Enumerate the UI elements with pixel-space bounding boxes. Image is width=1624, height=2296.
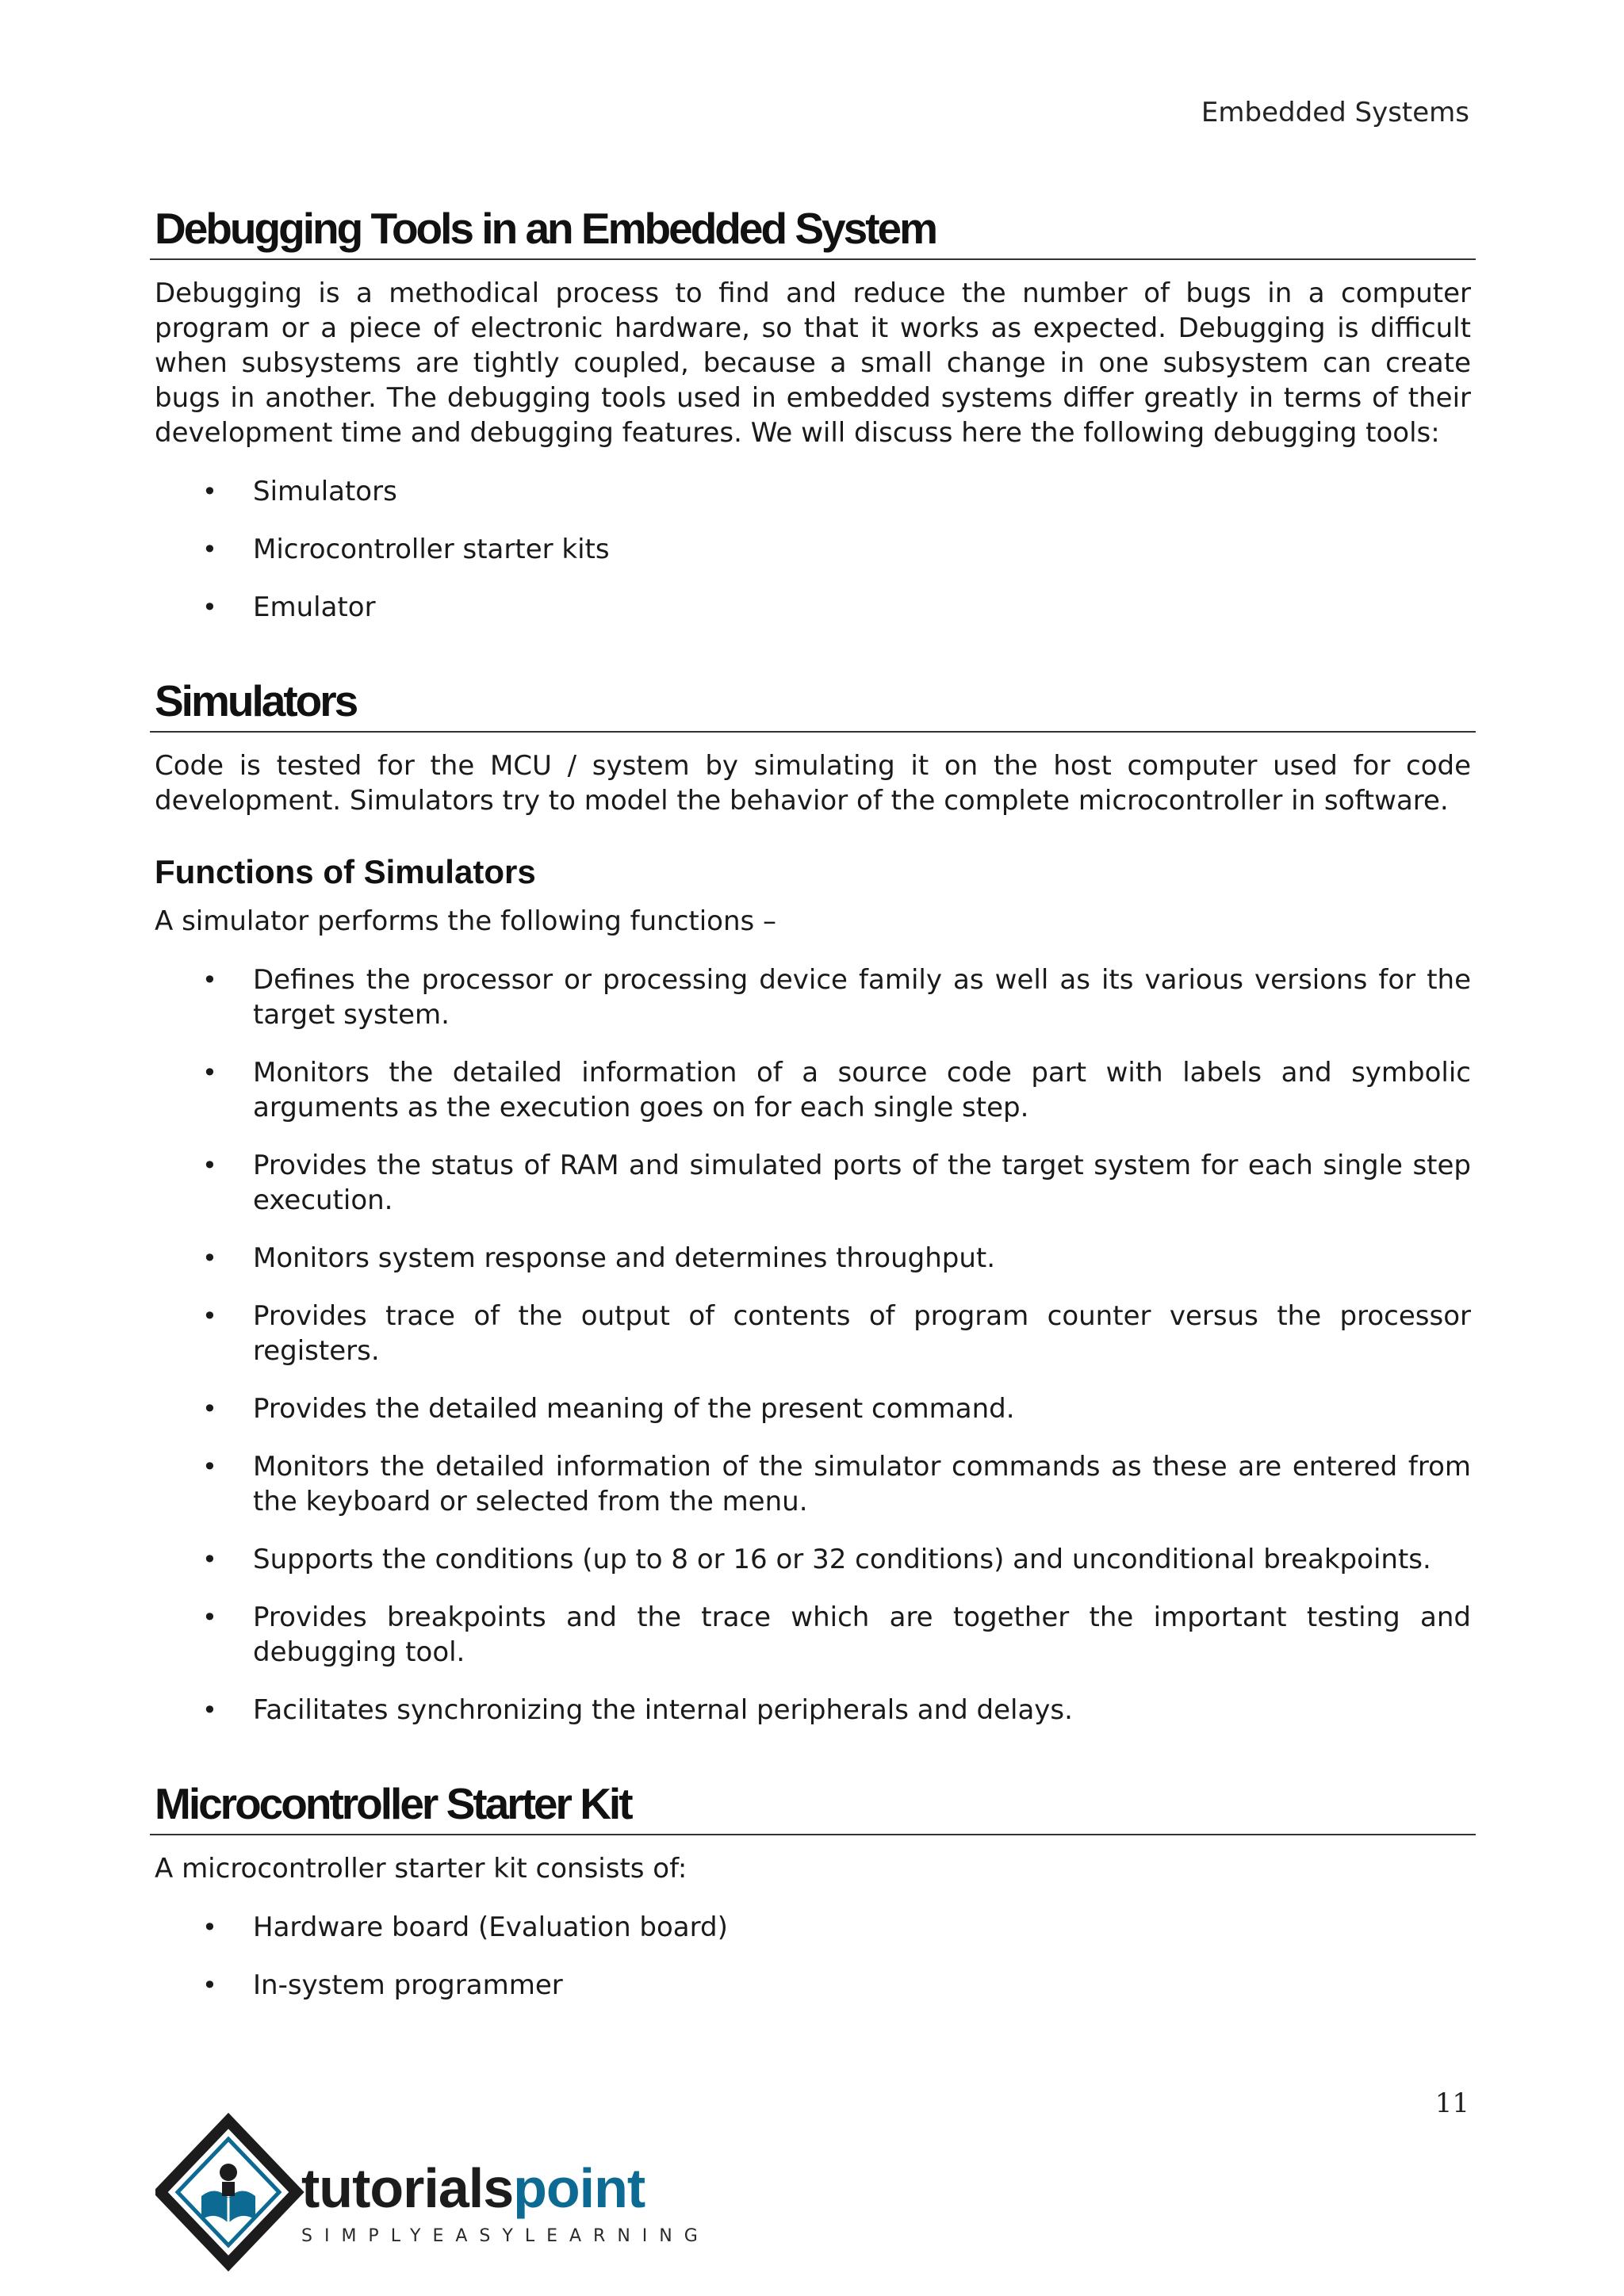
bullet-icon: • (202, 1602, 217, 1632)
list-item (155, 590, 1471, 625)
logo-wordmark (301, 2156, 645, 2220)
list-simulator-functions (155, 962, 1471, 1728)
heading-functions-of-simulators: Functions of Simulators (155, 853, 536, 890)
bullet-icon: • (202, 1452, 217, 1482)
list-item-text: Provides trace of the output of contents of program counter versus the processor registers. (253, 1300, 1471, 1367)
list-item-text: Supports the conditions (up to 8 or 16 or 32 conditions) and unconditional breakpoints. (253, 1544, 1431, 1575)
list-starter-kit (155, 1910, 1471, 2003)
heading-simulators: Simulators (150, 672, 1476, 733)
list-item (155, 1299, 1471, 1368)
list-item-text: Hardware board (Evaluation board) (253, 1911, 728, 1943)
bullet-icon: • (202, 965, 217, 995)
logo-wordmark-part-1: tutorials (301, 2157, 514, 2219)
list-item-text: Microcontroller starter kits (253, 534, 610, 565)
list-item-text: Monitors the detailed information of a source code part with labels and symbolic arguments as the execution goes on for each single step. (253, 1057, 1471, 1123)
page-content (155, 200, 1471, 2026)
list-item (155, 1148, 1471, 1218)
bullet-icon: • (202, 1150, 217, 1181)
list-item (155, 962, 1471, 1032)
list-item-text: Monitors the detailed information of the simulator commands as these are entered from the keyboard or selected from the menu. (253, 1451, 1471, 1517)
bullet-icon: • (202, 1058, 217, 1088)
page-number: 11 (1434, 2087, 1469, 2119)
heading-debugging-tools: Debugging Tools in an Embedded System (150, 200, 1476, 260)
list-item (155, 1241, 1471, 1276)
bullet-icon: • (202, 1544, 217, 1575)
list-item (155, 1910, 1471, 1945)
list-item-text: Defines the processor or processing device family as well as its various versions for the target system. (253, 964, 1471, 1031)
bullet-icon: • (202, 1243, 217, 1273)
running-header: Embedded Systems (1201, 97, 1469, 128)
bullet-icon: • (202, 1394, 217, 1424)
bullet-icon: • (202, 476, 217, 507)
logo-wordmark-part-2: point (513, 2157, 645, 2219)
list-item (155, 1449, 1471, 1519)
bullet-icon: • (202, 1970, 217, 2000)
list-item (155, 532, 1471, 567)
list-item-text: Emulator (253, 591, 376, 623)
heading-microcontroller-starter-kit: Microcontroller Starter Kit (150, 1775, 1476, 1835)
list-item (155, 1693, 1471, 1728)
list-item (155, 474, 1471, 509)
list-item-text: Provides the status of RAM and simulated ports of the target system for each single step execution. (253, 1150, 1471, 1216)
list-item-text: Provides breakpoints and the trace which are together the important testing and debugging tool. (253, 1601, 1471, 1668)
list-item (155, 1055, 1471, 1125)
bullet-icon: • (202, 1301, 217, 1331)
paragraph-simulators: Code is tested for the MCU / system by simulating it on the host computer used for code development. Simulators try to model the behavior of the complete microcontroller in software. (155, 750, 1471, 817)
tutorialspoint-logo (155, 2109, 710, 2283)
logo-emblem-icon (155, 2109, 306, 2283)
list-item-text: Facilitates synchronizing the internal peripherals and delays. (253, 1694, 1073, 1726)
paragraph-starter-kit-intro: A microcontroller starter kit consists of: (155, 1853, 688, 1885)
list-item (155, 1542, 1471, 1577)
bullet-icon: • (202, 1695, 217, 1725)
list-item-text: Provides the detailed meaning of the present command. (253, 1393, 1015, 1425)
bullet-icon: • (202, 592, 217, 622)
list-item-text: Simulators (253, 476, 397, 507)
paragraph-debugging: Debugging is a methodical process to find and reduce the number of bugs in a computer program or a piece of electronic hardware, so that it works as expected. Debugging is difficult when subsystems are tightly coupled, because a small change in one subsystem can create bugs in another. The debugging tools used in embedded systems differ greatly in terms of their development time and debugging features. We will discuss here the following debugging tools: (155, 277, 1471, 449)
list-item (155, 1968, 1471, 2003)
logo-tagline: SIMPLYEASYLEARNING (301, 2226, 710, 2246)
list-item-text: Monitors system response and determines throughput. (253, 1242, 996, 1274)
paragraph-functions-intro: A simulator performs the following functions – (155, 905, 777, 937)
list-item-text: In-system programmer (253, 1969, 563, 2001)
list-debugging-tools (155, 474, 1471, 625)
list-item (155, 1391, 1471, 1426)
list-item (155, 1600, 1471, 1670)
bullet-icon: • (202, 1912, 217, 1942)
bullet-icon: • (202, 534, 217, 564)
